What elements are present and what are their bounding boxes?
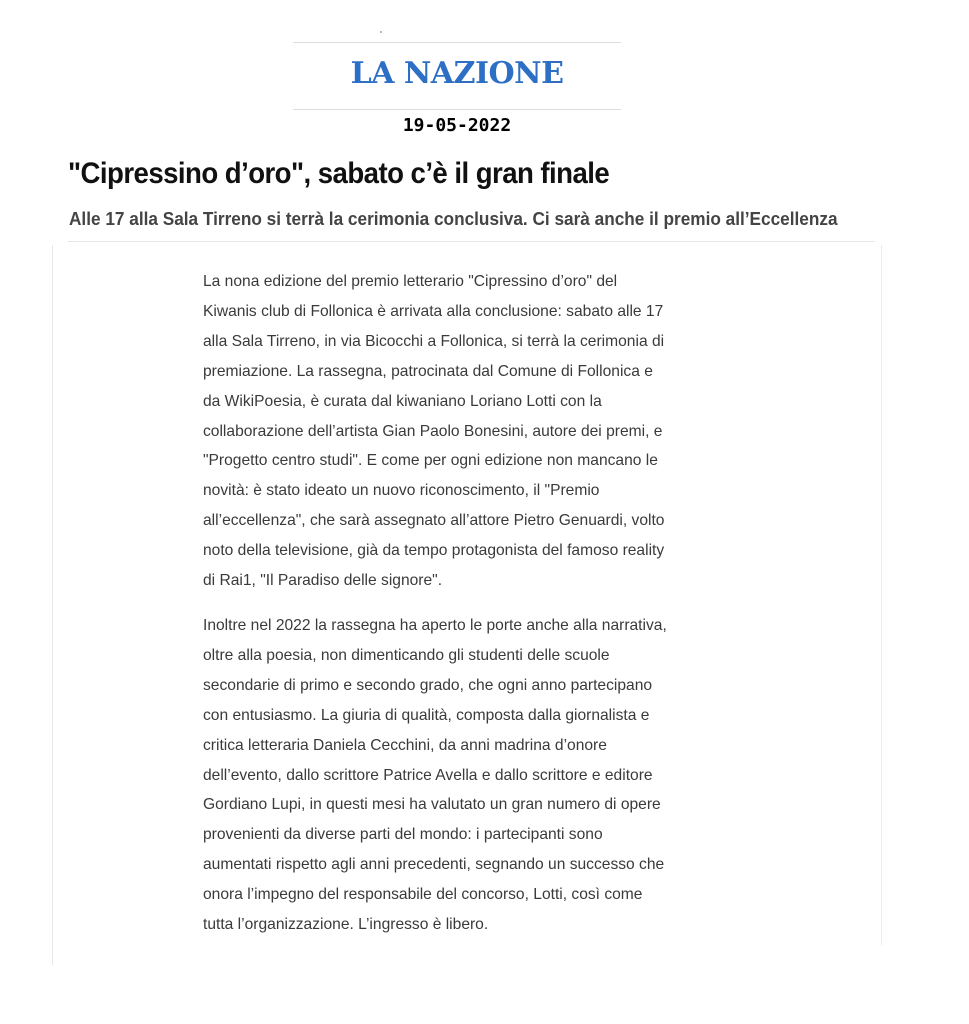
paragraph-line: Gordiano Lupi, in questi mesi ha valutato un gran numero di opere <box>203 796 661 814</box>
paragraph-line: "Progetto centro studi". E come per ogni edizione non mancano le <box>203 452 658 470</box>
article-headline: "Cipressino d’oro", sabato c’è il gran finale <box>68 157 610 190</box>
article-body <box>203 267 723 955</box>
paragraph-line: onora l’impegno del responsabile del concorso, Lotti, così come <box>203 886 643 904</box>
subheadline-divider <box>68 241 875 242</box>
masthead <box>293 42 621 110</box>
publication-date: 19-05-2022 <box>402 115 512 136</box>
paragraph-line: collaborazione dell’artista Gian Paolo Bonesini, autore dei premi, e <box>203 422 663 440</box>
paragraph-line: La nona edizione del premio letterario "Cipressino d’oro" del <box>203 273 618 290</box>
paragraph-line: all’eccellenza", che sarà assegnato all’attore Pietro Genuardi, volto <box>203 512 665 530</box>
paragraph-line: di Rai1, "Il Paradiso delle signore". <box>203 572 443 590</box>
paragraph-line: aumentati rispetto agli anni precedenti, segnando un successo che <box>203 856 665 874</box>
paragraph-line: novità: è stato ideato un nuovo riconoscimento, il "Premio <box>203 482 600 500</box>
paragraph-line: Kiwanis club di Follonica è arrivata alla conclusione: sabato alle 17 <box>203 302 664 320</box>
decorative-dot <box>380 31 382 33</box>
paragraph-line: dell’evento, dallo scrittore Patrice Avella e dallo scrittore e editore <box>203 766 653 784</box>
article-paragraph-1 <box>203 267 723 596</box>
paragraph-line: critica letteraria Daniela Cecchini, da anni madrina d’onore <box>203 736 607 754</box>
paragraph-line: alla Sala Tirreno, in via Bicocchi a Follonica, si terrà la cerimonia di <box>203 332 665 350</box>
article-frame-right-border <box>881 245 882 945</box>
paragraph-line: da WikiPoesia, è curata dal kiwaniano Loriano Lotti con la <box>203 392 602 410</box>
paragraph-line: secondarie di primo e secondo grado, che ogni anno partecipano <box>203 676 653 694</box>
paragraph-line: premiazione. La rassegna, patrocinata dal Comune di Follonica e <box>203 362 653 380</box>
paragraph-line: Inoltre nel 2022 la rassegna ha aperto le porte anche alla narrativa, <box>203 616 667 634</box>
paragraph-line: noto della televisione, già da tempo protagonista del famoso reality <box>203 542 665 560</box>
paragraph-line: oltre alla poesia, non dimenticando gli studenti delle scuole <box>203 646 610 664</box>
article-subheadline: Alle 17 alla Sala Tirreno si terrà la cerimonia conclusiva. Ci sarà anche il premio all’Eccellenza <box>69 208 838 229</box>
article-paragraph-2 <box>203 611 723 940</box>
article-frame-left-border <box>52 245 53 965</box>
paragraph-line: con entusiasmo. La giuria di qualità, composta dalla giornalista e <box>203 706 650 724</box>
newspaper-logo: LA NAZIONE <box>350 56 564 91</box>
paragraph-line: tutta l’organizzazione. L’ingresso è libero. <box>203 916 489 934</box>
paragraph-line: provenienti da diverse parti del mondo: i partecipanti sono <box>203 826 603 844</box>
